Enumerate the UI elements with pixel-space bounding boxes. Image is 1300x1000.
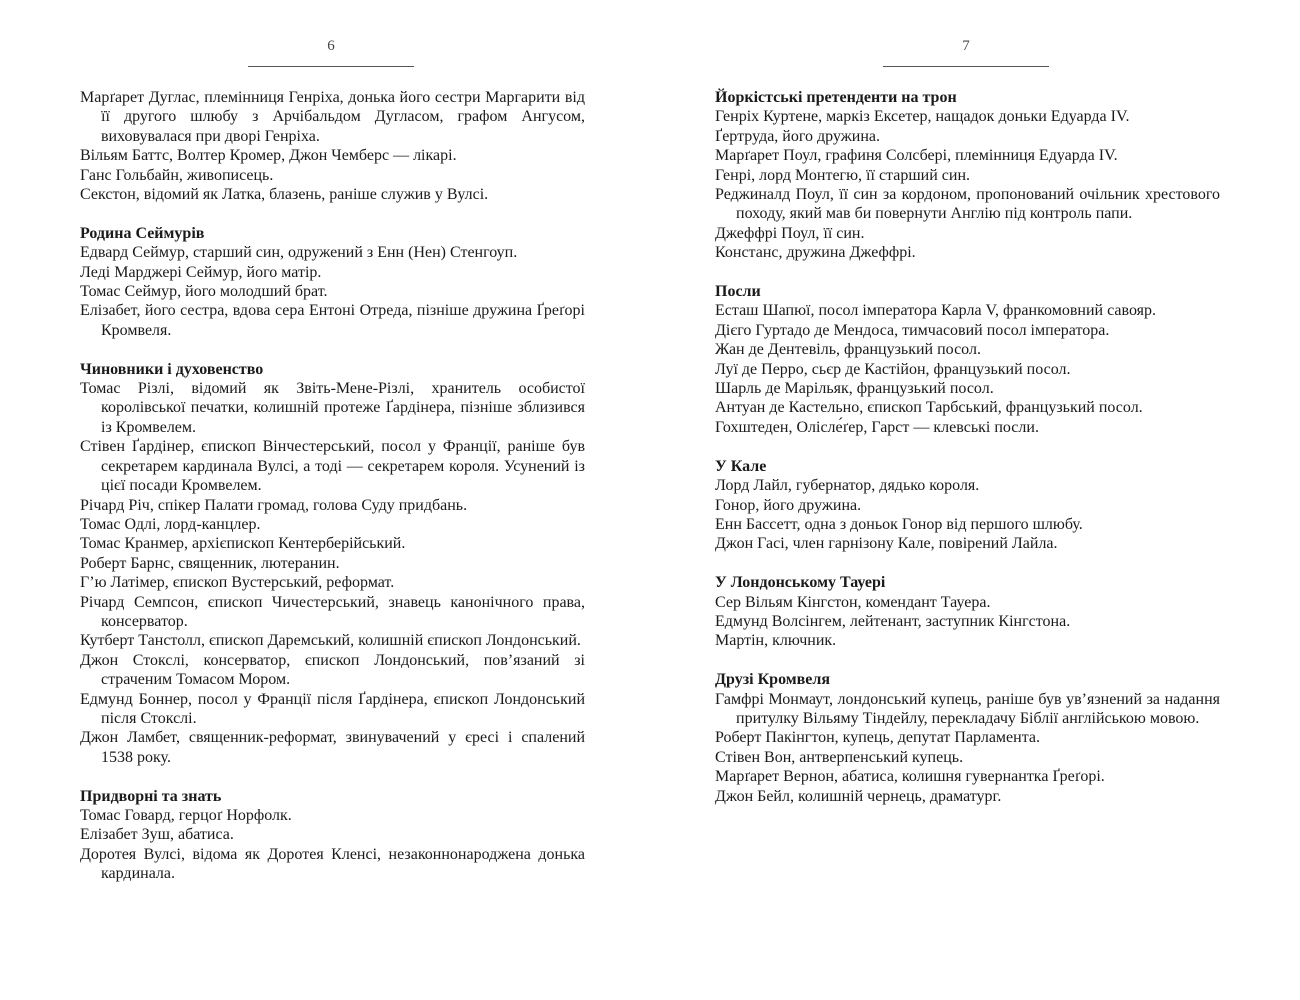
section: [715, 282, 1220, 437]
character-entry: Г’ю Латімер, єпископ Вустерський, реформат.: [80, 574, 395, 592]
character-entry: Едмунд Боннер, посол у Франції після Ґардінера, єпископ Лондонський після Стокслі.: [80, 690, 585, 727]
character-entry: Роберт Пакінгтон, купець, депутат Парламента.: [715, 729, 1041, 747]
character-entry: Роберт Барнс, священник, лютеранин.: [80, 554, 340, 572]
character-entry: Джон Стокслі, консерватор, єпископ Лондонський, пов’язаний зі страченим Томасом Мором.: [80, 651, 585, 689]
section: [80, 224, 585, 340]
section-heading: Родина Сеймурів: [80, 224, 205, 242]
character-entry: Томас Кранмер, архієпископ Кентерберійський.: [80, 535, 406, 553]
section: [715, 670, 1220, 806]
character-entry: Марґарет Поул, графиня Солсбері, племінниця Едуарда IV.: [715, 147, 1118, 165]
page-body: [80, 88, 585, 903]
character-entry: Джон Ламбет, священник-реформат, звинувачений у єресі і спалений 1538 року.: [80, 729, 585, 766]
character-entry: Томас Одлі, лорд-канцлер.: [80, 515, 261, 533]
character-entry: Річард Семпсон, єпископ Чичестерський, знавець канонічного права, консерватор.: [80, 593, 585, 630]
character-entry: Антуан де Кастельно, єпископ Тарбський, французький посол.: [715, 399, 1143, 417]
character-entry: Секстон, відомий як Латка, блазень, раніше служив у Вулсі.: [80, 186, 489, 204]
character-entry: Констанс, дружина Джеффрі.: [715, 244, 916, 262]
character-entry: Джон Бейл, колишній чернець, драматург.: [715, 787, 1002, 805]
character-entry: Ґертруда, його дружина.: [715, 127, 881, 145]
character-entry: Елізабет Зуш, абатиса.: [80, 826, 234, 844]
character-entry: Есташ Шапюї, посол імператора Карла V, франкомовний савояр.: [715, 302, 1156, 320]
character-entry: Вільям Баттс, Волтер Кромер, Джон Чемберс — лікарі.: [80, 147, 457, 165]
character-entry: Мартін, ключник.: [715, 632, 837, 650]
header-rule: [883, 66, 1049, 67]
character-entry: Стівен Вон, антверпенський купець.: [715, 748, 964, 766]
character-entry: Генрі, лорд Монтегю, її старший син.: [715, 166, 971, 184]
section: [715, 88, 1220, 263]
character-entry: Марґарет Вернон, абатиса, колишня гувернантка Ґреґорі.: [715, 768, 1105, 786]
section: [715, 573, 1220, 651]
character-entry: Дієго Гуртадо де Мендоса, тимчасовий посол імператора.: [715, 321, 1110, 339]
character-entry: Доротея Вулсі, відома як Доротея Кленсі, незаконнонароджена донька кардинала.: [80, 845, 585, 883]
character-entry: Едмунд Волсінгем, лейтенант, заступник Кінгстона.: [715, 612, 1071, 630]
character-entry: Луї де Перро, сьєр де Кастійон, французький посол.: [715, 360, 1071, 378]
character-entry: Реджиналд Поул, її син за кордоном, пропонований очільник хрестового походу, який мав би повернути Англію під контроль папи.: [715, 186, 1220, 223]
character-entry: Сер Вільям Кінгстон, комендант Тауера.: [715, 593, 991, 611]
character-entry: Жан де Дентевіль, французький посол.: [715, 341, 981, 359]
character-entry: Енн Бассетт, одна з доньок Гонор від першого шлюбу.: [715, 515, 1083, 533]
character-entry: Лорд Лайл, губернатор, дядько короля.: [715, 477, 980, 495]
header-rule: [248, 66, 414, 67]
page-number: 6: [327, 38, 335, 54]
section-heading: Чиновники і духовенство: [80, 360, 264, 378]
character-entry: Ганс Гольбайн, живописець.: [80, 166, 274, 184]
character-entry: Томас Різлі, відомий як Звіть-Мене-Різлі, хранитель особистої королівської печатки, колишній протеже Ґардінера, пізніше зблизився із Кромвелем.: [80, 380, 585, 436]
character-entry: Кутберт Танстолл, єпископ Даремський, колишній єпископ Лондонський.: [80, 632, 581, 650]
character-entry: Леді Марджері Сеймур, його матір.: [80, 263, 322, 281]
page-body: [715, 88, 1220, 825]
character-entry: Шарль де Марільяк, французький посол.: [715, 380, 994, 398]
character-entry: Марґарет Дуглас, племінниця Генріха, донька його сестри Маргарити від її другого шлюбу з Арчібальдом Дугласом, графом Ангусом, виховувалася при дворі Генріха.: [80, 89, 585, 145]
section-heading: Придворні та знать: [80, 787, 222, 805]
section: [80, 88, 585, 204]
character-entry: Стівен Ґардінер, єпископ Вінчестерський, посол у Франції, раніше був секретарем кардинала Вулсі, а тоді — секретарем короля. Усунений із цієї посади Кромвелем.: [80, 438, 585, 495]
page-number: 7: [962, 38, 970, 54]
character-entry: Гамфрі Монмаут, лондонський купець, раніше був ув’язнений за надання притулку Вільяму Тіндейлу, перекладачу Біблії англійською мовою.: [715, 690, 1220, 727]
character-entry: Елізабет, його сестра, вдова сера Ентоні Отреда, пізніше дружина Ґреґорі Кромвеля.: [80, 302, 585, 339]
section: [80, 360, 585, 768]
section-heading: Посли: [715, 283, 761, 301]
section-heading: У Кале: [715, 457, 767, 475]
section-heading: У Лондонському Тауері: [715, 574, 886, 592]
character-entry: Гонор, його дружина.: [715, 496, 862, 514]
section: [715, 457, 1220, 554]
section-heading: Друзі Кромвеля: [715, 671, 831, 689]
character-entry: Джон Гасі, член гарнізону Кале, повірений Лайла.: [715, 535, 1058, 553]
character-entry: Генріх Куртене, маркіз Ексетер, нащадок доньки Едуарда IV.: [715, 108, 1130, 126]
section: [80, 787, 585, 884]
section-heading: Йоркістські претенденти на трон: [715, 89, 957, 106]
character-entry: Едвард Сеймур, старший син, одружений з Енн (Нен) Стенгоуп.: [80, 244, 518, 262]
character-entry: Томас Говард, герцоґ Норфолк.: [80, 806, 292, 824]
character-entry: Річард Річ, спікер Палати громад, голова Суду придбань.: [80, 496, 468, 514]
character-entry: Томас Сеймур, його молодший брат.: [80, 283, 328, 301]
character-entry: Джеффрі Поул, її син.: [715, 224, 865, 242]
character-entry: Гохштеден, Олісле́ґер, Гарст — клевські посли.: [715, 418, 1039, 436]
